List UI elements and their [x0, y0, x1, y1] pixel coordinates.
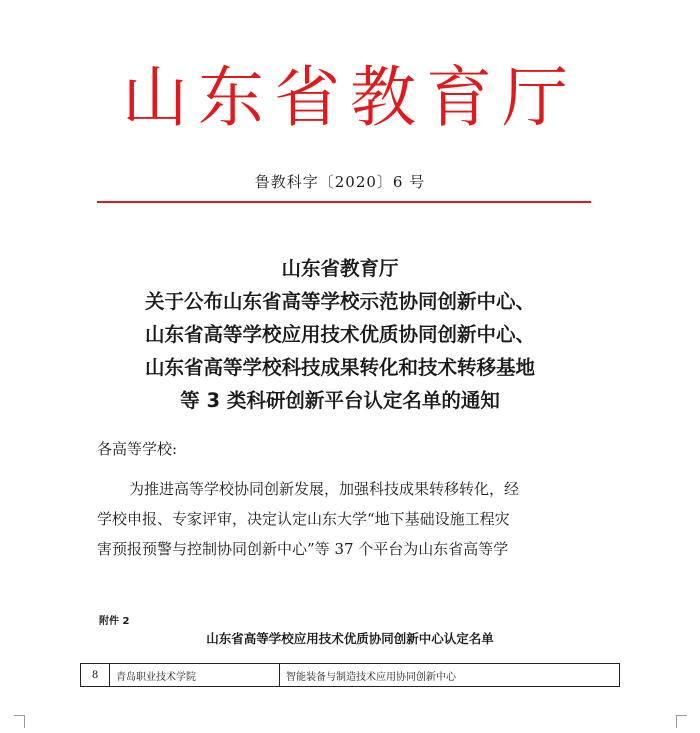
- notice-title: [0, 252, 680, 417]
- notice-title-line: 山东省高等学校科技成果转化和技术转移基地: [144, 356, 535, 379]
- notice-title-line: 山东省教育厅: [281, 257, 399, 280]
- attachment-title: 山东省高等学校应用技术优质协同创新中心认定名单: [206, 631, 494, 646]
- red-divider: [97, 201, 591, 203]
- school-name: 青岛职业技术学院: [110, 664, 280, 687]
- center-name: 智能装备与制造技术应用协同创新中心: [280, 664, 620, 687]
- body-line: 学校申报、专家评审，决定认定山东大学“地下基础设施工程灾: [97, 510, 510, 528]
- body-line: 害预报预警与控制协同创新中心”等 37 个平台为山东省高等学: [97, 540, 509, 558]
- notice-title-line: 等 3 类科研创新平台认定名单的通知: [180, 389, 500, 412]
- row-number: 8: [81, 664, 110, 687]
- masthead-title: 山东省教育厅: [122, 59, 578, 136]
- page-corner-mark-right: [676, 715, 687, 728]
- page-corner-mark-left: [14, 715, 25, 728]
- notice-title-line: 山东省高等学校应用技术优质协同创新中心、: [144, 323, 535, 346]
- table-row: [81, 664, 620, 687]
- attachment-label: 附件 2: [99, 616, 130, 627]
- body-line: 为推进高等学校协同创新发展，加强科技成果转移转化，经: [129, 480, 520, 498]
- document-number: 鲁教科字〔2020〕6 号: [254, 173, 426, 191]
- notice-title-line: 关于公布山东省高等学校示范协同创新中心、: [144, 290, 535, 313]
- attachment-table: [80, 663, 620, 687]
- salutation: 各高等学校:: [97, 440, 178, 458]
- notice-body: [97, 474, 597, 564]
